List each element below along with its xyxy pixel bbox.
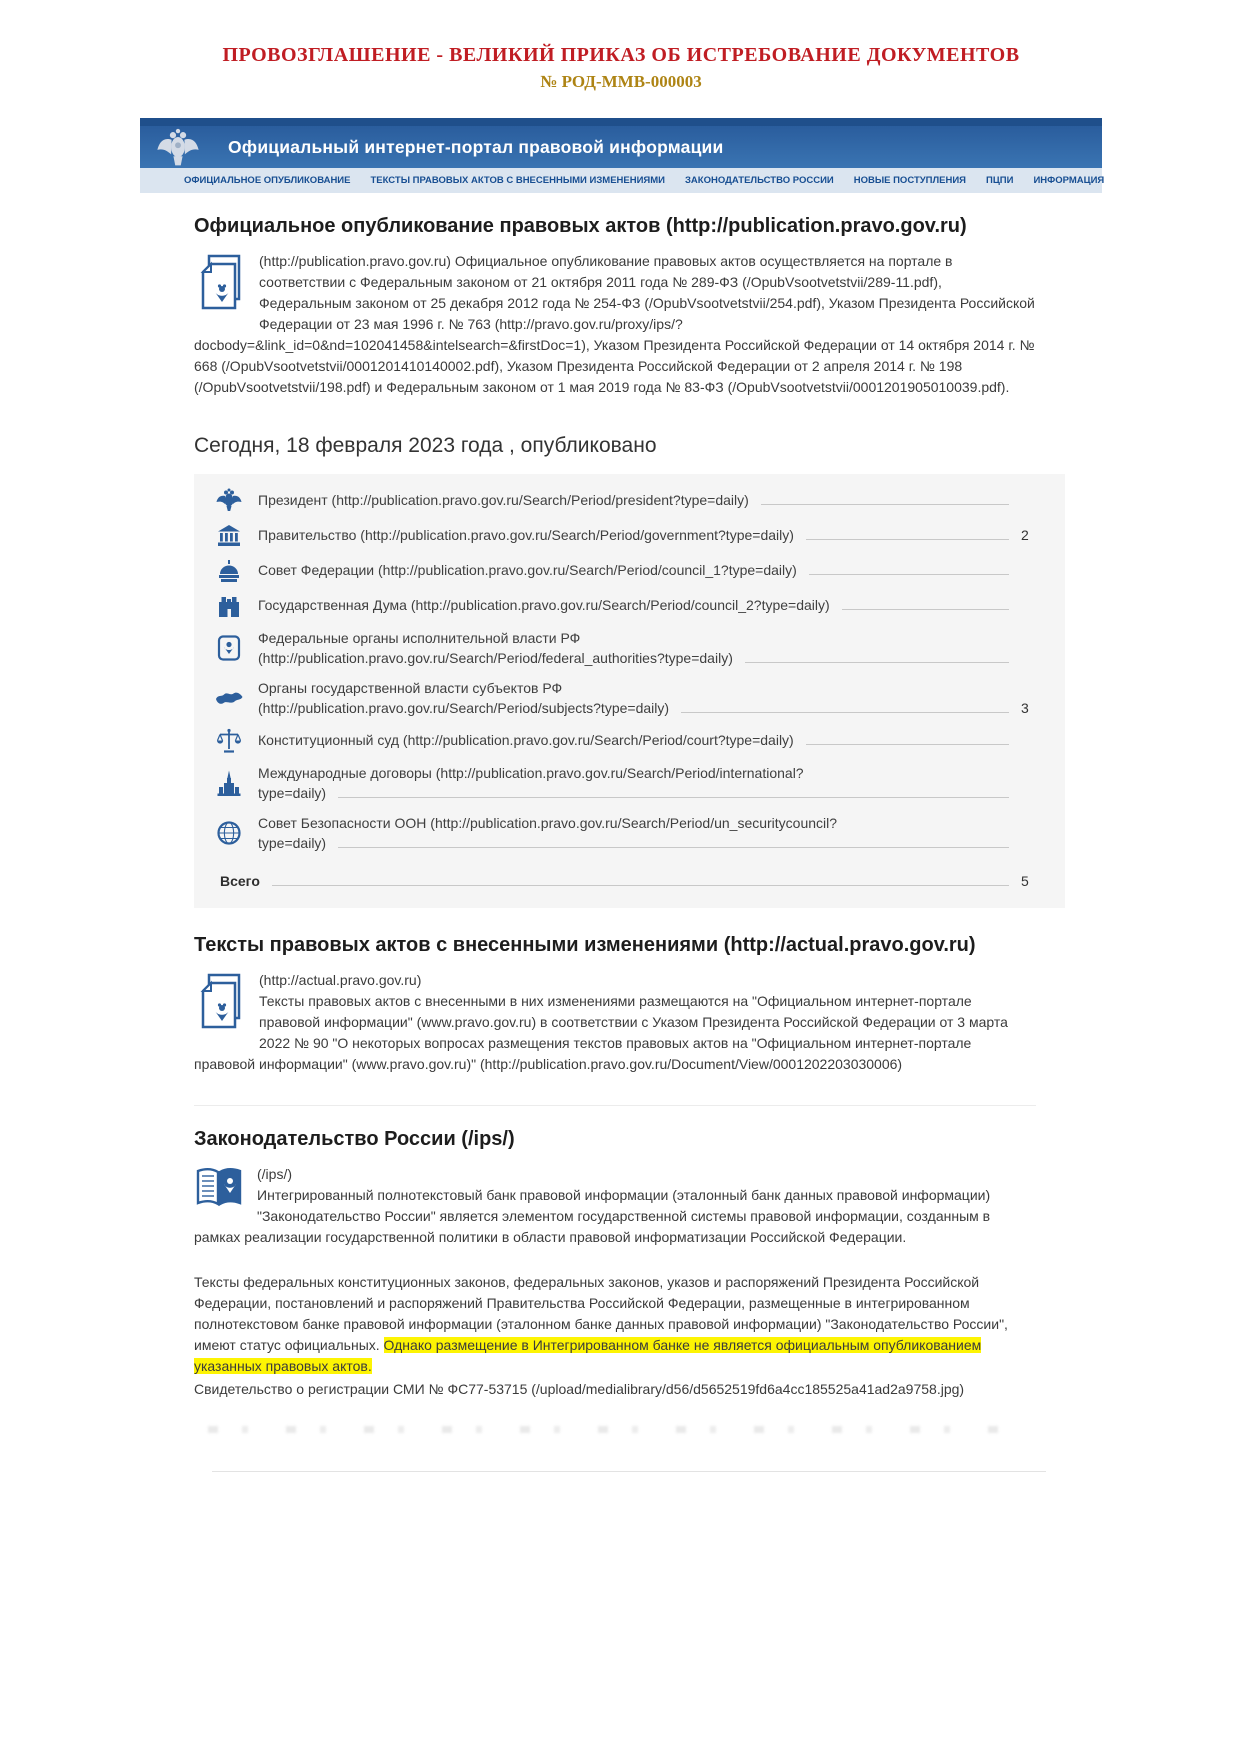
smi-registration-line: Свидетельство о регистрации СМИ № ФС77-53715 (/upload/medialibrary/d56/d5652519fd6a4cc185525a41ad2a9758.jpg) — [194, 1381, 965, 1397]
nav-item-russian-legislation[interactable]: ЗАКОНОДАТЕЛЬСТВО РОССИИ — [684, 175, 834, 186]
table-row-council-federation — [214, 553, 1051, 588]
divider — [194, 1105, 1036, 1106]
un-globe-icon — [214, 820, 244, 846]
table-row-un-security-council — [214, 808, 1051, 858]
row-link[interactable]: Президент (http://publication.pravo.gov.ru/Search/Period/president?type=daily) — [258, 492, 749, 509]
portal-screenshot — [140, 118, 1105, 1472]
portal-navbar — [140, 168, 1105, 193]
table-row-state-duma — [214, 588, 1051, 623]
portal-masthead — [140, 118, 1102, 168]
eagle-icon — [214, 488, 244, 513]
nav-item-official-publication[interactable]: ОФИЦИАЛЬНОЕ ОПУБЛИКОВАНИЕ — [184, 175, 351, 186]
documents-icon — [194, 253, 246, 311]
leader-line — [681, 699, 1009, 713]
official-publication-paragraph — [194, 251, 1036, 398]
today-published-panel — [194, 474, 1065, 908]
row-link[interactable]: (http://publication.pravo.gov.ru/Search/Period/subjects?type=daily) — [258, 700, 670, 716]
highlighted-text: Однако размещение в Интегрированном банке не является официальным опубликованием указанных правовых актов. — [194, 1337, 982, 1374]
amended-acts-paragraph — [194, 970, 1036, 1075]
leader-line — [809, 562, 1009, 576]
section-heading-amended-acts: Тексты правовых актов с внесенными изменениями (http://actual.pravo.gov.ru) — [194, 934, 976, 956]
nav-item-new-arrivals[interactable]: НОВЫЕ ПОСТУПЛЕНИЯ — [853, 175, 967, 186]
table-row-constitutional-court — [214, 723, 1051, 758]
row-link[interactable]: (http://publication.pravo.gov.ru/Search/Period/federal_authorities?type=daily) — [258, 650, 733, 666]
row-count: 3 — [1021, 700, 1029, 716]
proclamation-number: № РОД-ММВ-000003 — [540, 72, 702, 91]
row-link[interactable]: Правительство (http://publication.pravo.gov.ru/Search/Period/government?type=daily) — [258, 527, 794, 544]
leader-line — [272, 872, 1009, 886]
nav-item-pcpi[interactable]: ПЦПИ — [986, 175, 1014, 186]
spire-building-icon — [214, 770, 244, 796]
legislation-paragraph-1 — [194, 1164, 1036, 1248]
duma-building-icon — [214, 594, 244, 617]
total-value: 5 — [1021, 872, 1029, 889]
table-row-federal-authorities — [214, 623, 1051, 673]
government-building-icon — [214, 524, 244, 547]
section-heading-legislation: Законодательство России (/ips/) — [194, 1128, 515, 1150]
leader-line — [745, 649, 1009, 663]
official-publication-text: (http://publication.pravo.gov.ru) Официальное опубликование правовых актов осуществляется на портале в соответствии с Федеральным законом от 21 октября 2011 года № 289-ФЗ (/OpubVsootvetstvii/289-11.pdf), Федеральным законом от 25 декабря 2012 года № 254-ФЗ (/OpubVsootvetstvii/254.pdf), Указом Президента Российской Федерации от 23 мая 1996 г. № 763 (http://pravo.gov.ru/proxy/ips/?docbody=&link_id=0&nd=102041458&intelsearch=&firstDoc=1), Указом Президента Российской Федерации от 14 октября 2014 г. № 668 (/OpubVsootvetstvii/0001201410140002.pdf), Указом Президента Российской Федерации от 2 апреля 2014 г. № 198 (/OpubVsootvetstvii/198.pdf) и Федеральным законом от 1 мая 2019 года № 83-ФЗ (/OpubVsootvetstvii/0001201905010039.pdf). — [194, 253, 1035, 395]
leader-line — [338, 834, 1009, 848]
table-row-subjects — [214, 673, 1051, 723]
row-title: Федеральные органы исполнительной власти РФ — [258, 629, 581, 646]
faded-text-artifact — [208, 1426, 1006, 1433]
portal-title: Официальный интернет-портал правовой информации — [228, 136, 724, 157]
amended-acts-text: Тексты правовых актов с внесенными в них изменениями размещаются на "Официальном интернет-портале правовой информации" (www.pravo.gov.ru) в соответствии с Указом Президента Российской Федерации от 3 марта 2022 № 90 "О некоторых вопросах размещения текстов правовых актов на "Официальном интернет-портале правовой информации" (www.pravo.gov.ru)" (http://publication.pravo.gov.ru/Document/View/0001202203030006) — [194, 993, 1008, 1072]
row-count: 2 — [1021, 527, 1029, 544]
table-row-president — [214, 483, 1051, 518]
amended-acts-url: (http://actual.pravo.gov.ru) — [259, 972, 422, 988]
federal-emblem-icon — [214, 635, 244, 661]
row-link[interactable]: Государственная Дума (http://publication.pravo.gov.ru/Search/Period/council_2?type=daily) — [258, 597, 830, 614]
documents-icon — [194, 972, 246, 1030]
nav-item-information[interactable]: ИНФОРМАЦИЯ — [1033, 175, 1105, 186]
leader-line — [842, 597, 1009, 611]
legislation-text-2: Тексты федеральных конституционных законов, федеральных законов, указов и распоряжений Президента Российской Федерации, постановлений и распоряжений Правительства Российской Федерации, размещенные в интегрированном полнотекстовом банке правовой информации (эталонном банке данных правовой информации) "Законодательство России", имеют статус официальных. — [194, 1274, 1008, 1353]
row-link-continued[interactable]: type=daily) — [258, 785, 327, 801]
leader-line — [806, 527, 1009, 541]
russian-eagle-icon — [156, 126, 200, 170]
leader-line — [806, 732, 1009, 746]
row-link[interactable]: Совет Федерации (http://publication.pravo.gov.ru/Search/Period/council_1?type=daily) — [258, 562, 797, 579]
row-link[interactable]: Международные договоры (http://publication.pravo.gov.ru/Search/Period/international? — [258, 764, 804, 781]
row-link[interactable]: Конституционный суд (http://publication.pravo.gov.ru/Search/Period/court?type=daily) — [258, 732, 794, 749]
table-row-international — [214, 758, 1051, 808]
leader-line — [761, 492, 1009, 506]
legislation-paragraph-2 — [194, 1272, 1036, 1400]
divider — [212, 1471, 1046, 1472]
legislation-text-1: Интегрированный полнотекстовый банк правовой информации (эталонный банк данных правовой информации) "Законодательство России" является элементом государственной системы правовой информации, созданным в рамках реализации государственной политики в области правовой информатизации Российской Федерации. — [194, 1187, 991, 1245]
section-heading-official-publication: Официальное опубликование правовых актов (http://publication.pravo.gov.ru) — [194, 215, 967, 237]
table-row-government — [214, 518, 1051, 553]
portal-content — [140, 215, 1102, 1472]
total-label: Всего — [220, 872, 260, 889]
table-row-total — [214, 866, 1051, 896]
leader-line — [338, 784, 1009, 798]
proclamation-title: ПРОВОЗГЛАШЕНИЕ - ВЕЛИКИЙ ПРИКАЗ ОБ ИСТРЕБОВАНИЕ ДОКУМЕНТОВ — [222, 44, 1020, 66]
proclamation-header — [0, 0, 1242, 92]
today-heading: Сегодня, 18 февраля 2023 года , опубликовано — [194, 434, 657, 457]
nav-item-amended-acts[interactable]: ТЕКСТЫ ПРАВОВЫХ АКТОВ С ВНЕСЕННЫМИ ИЗМЕНЕНИЯМИ — [370, 175, 665, 186]
legislation-url: (/ips/) — [257, 1166, 292, 1182]
russia-map-icon — [214, 688, 244, 708]
row-title: Органы государственной власти субъектов РФ — [258, 679, 563, 696]
row-link-continued[interactable]: type=daily) — [258, 835, 327, 851]
justice-scales-icon — [214, 728, 244, 754]
council-dome-icon — [214, 559, 244, 582]
row-link[interactable]: Совет Безопасности ООН (http://publication.pravo.gov.ru/Search/Period/un_securitycouncil? — [258, 814, 838, 831]
open-book-icon — [194, 1166, 244, 1210]
